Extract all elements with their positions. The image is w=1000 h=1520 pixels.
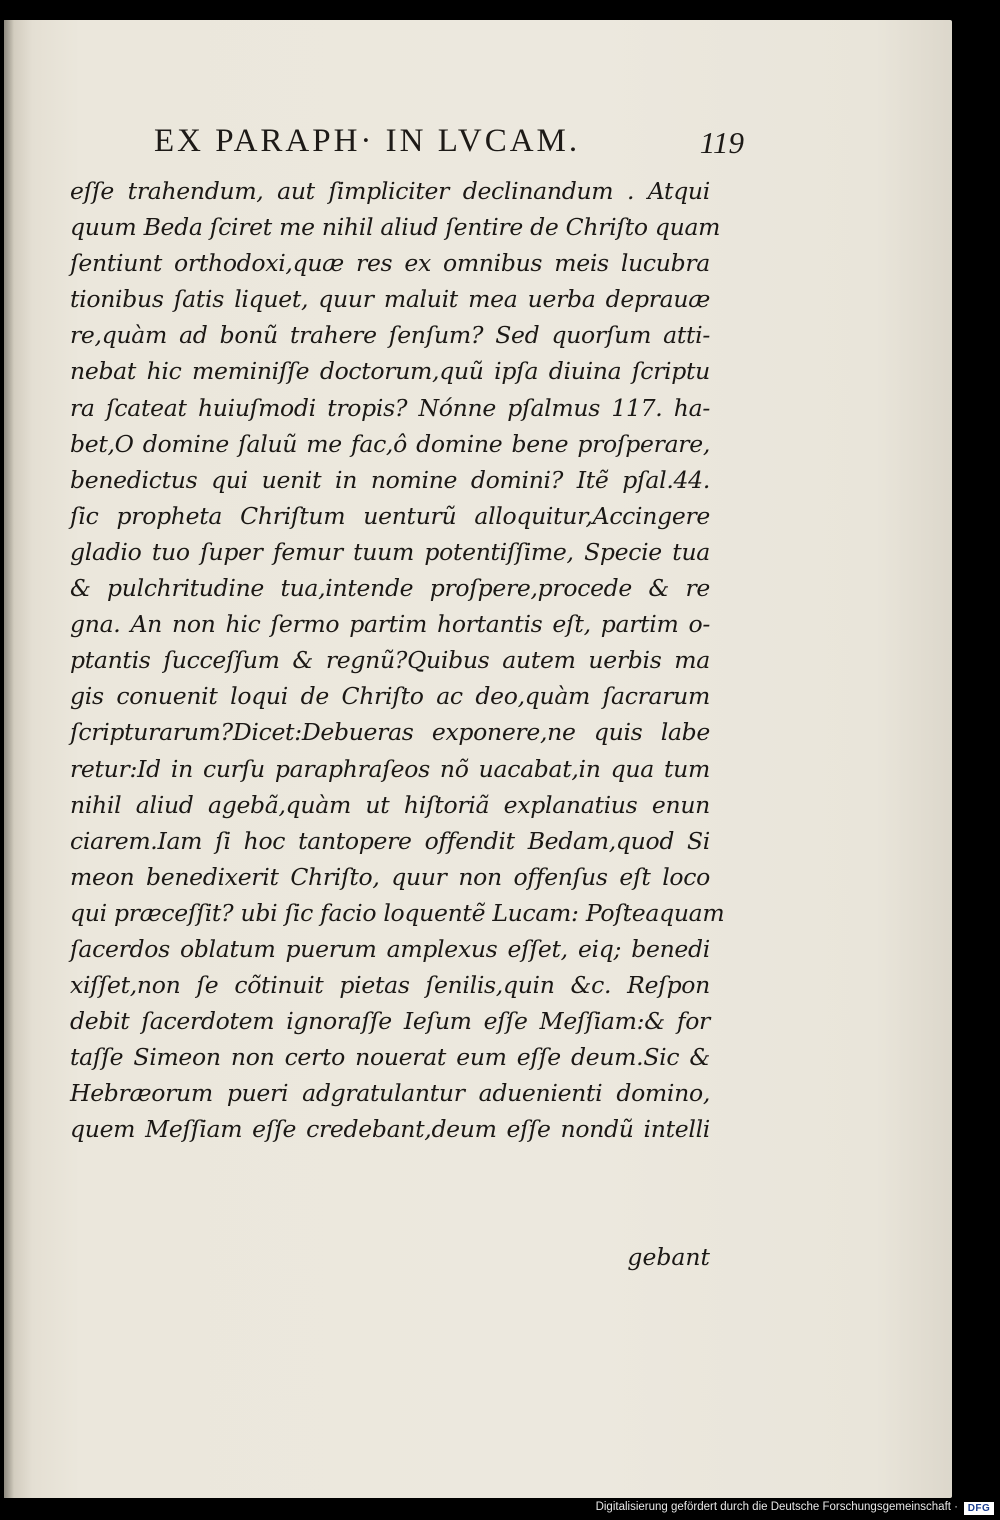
text-line: retur:Id in curſu paraphraſeos nõ uacabat,in qua tum [70,754,710,783]
running-head [154,115,744,165]
book-page [4,20,952,1498]
text-line: meon benedixerit Chriſto, quur non offenſus eſt loco [70,862,710,891]
text-line: xiſſet,non ſe cõtinuit pietas ſenilis,quin &c. Reſpon [70,971,710,1000]
text-line: ſic propheta Chriſtum uenturũ alloquitur,Accingere [70,501,710,530]
text-line: ra ſcateat huiuſmodi tropis? Nónne pſalmus 117. ha- [70,393,710,422]
catchword: gebant [627,1243,710,1271]
text-line: ſcripturarum?Dicet:Debueras exponere,ne quis labe [70,718,710,747]
text-line: Hebræorum pueri adgratulantur aduenienti domino, [70,1079,710,1108]
text-line: eſſe trahendum, aut ſimpliciter declinandum . Atqui [70,177,710,205]
text-line: gna. An non hic ſermo partim hortantis eſt, partim o- [70,610,710,639]
text-line: nebat hic meminiſſe doctorum,quũ ipſa diuina ſcriptu [70,357,710,386]
text-line: bet,O domine ſaluũ me fac,ô domine bene proſperare, [70,429,710,458]
text-line: quum Beda ſciret me nihil aliud ſentire de Chriſto quam [70,213,721,242]
text-line: benedictus qui uenit in nomine domini? Itẽ pſal.44. [70,465,710,494]
text-line: tionibus ſatis liquet, quur maluit mea uerba deprauæ [70,285,710,314]
funding-credit: Digitalisierung gefördert durch die Deutsche Forschungsgemeinschaft · [595,1501,958,1513]
text-line: & pulchritudine tua,intende proſpere,procede & re [70,574,710,603]
text-line: ptantis ſucceſſum & regnũ?Quibus autem uerbis ma [70,646,710,675]
footer-bar [0,1498,1000,1520]
text-line: ſacerdos oblatum puerum amplexus eſſet, eiq; benedi [70,934,710,963]
page-number: 119 [699,125,744,160]
text-line: ciarem.Iam ſi hoc tantopere offendit Bedam,quod Si [70,826,710,855]
text-line: nihil aliud agebã,quàm ut hiſtoriã explanatius enun [70,790,710,819]
running-title: EX PARAPH· IN LVCAM. [154,123,581,159]
text-line: taſſe Simeon non certo nouerat eum eſſe deum.Sic & [70,1043,710,1072]
text-line: debit ſacerdotem ignoraſſe Ieſum eſſe Meſſiam:& for [70,1007,710,1036]
text-line: ſentiunt orthodoxi,quæ res ex omnibus meis lucubra [70,249,710,278]
text-line: re,quàm ad bonũ trahere ſenſum? Sed quorſum atti- [70,321,710,350]
text-block [70,173,725,1271]
dfg-logo-icon: DFG [964,1502,994,1515]
text-line: qui præceſſit? ubi ſic facio loquentẽ Lucam: Poſteaquam [70,898,725,927]
text-line: gis conuenit loqui de Chriſto ac deo,quàm ſacrarum [70,682,710,711]
text-line: quem Meſſiam eſſe credebant,deum eſſe nondũ intelli [70,1115,710,1144]
text-line: gladio tuo ſuper femur tuum potentiſſime, Specie tua [70,537,710,566]
